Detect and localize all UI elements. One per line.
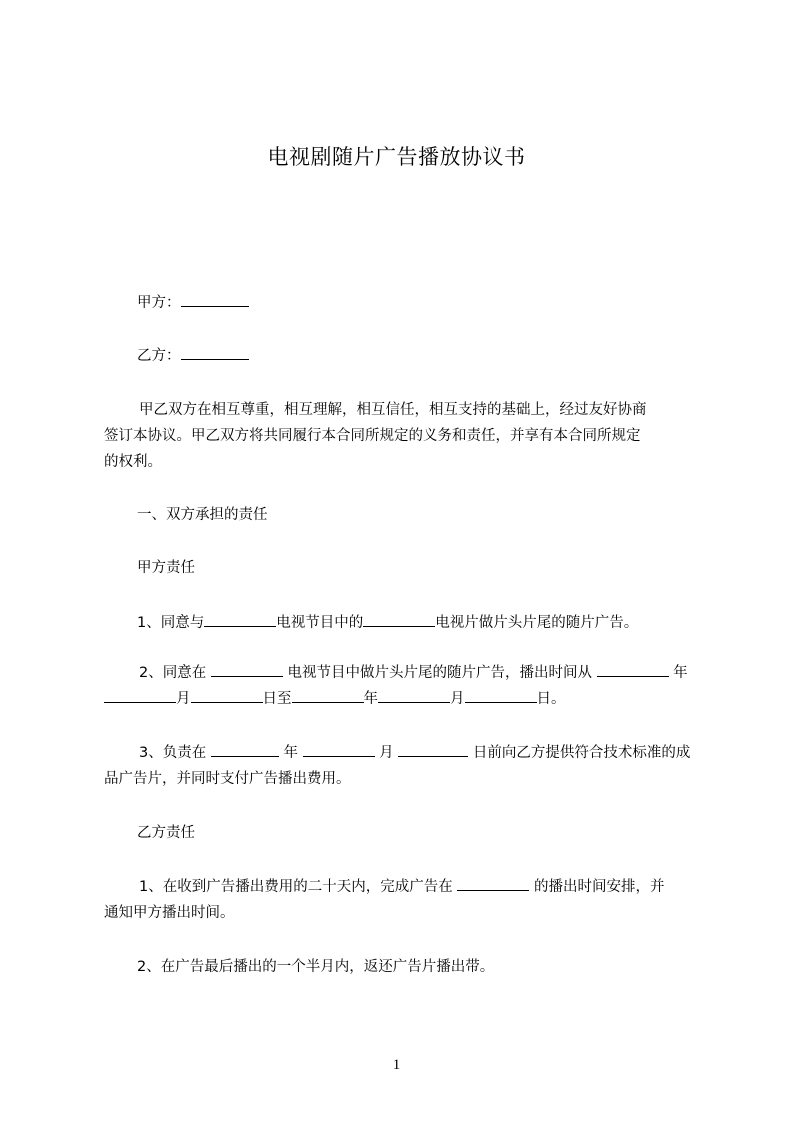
a-item-3-blank-2[interactable] — [303, 741, 375, 757]
party-b-duty-heading: 乙方责任 — [137, 825, 195, 841]
b-item-1-line-2: 通知甲方播出时间。 — [104, 905, 235, 921]
a-item-2-month-2: 月 — [450, 691, 465, 707]
a-item-3-year: 年 — [283, 745, 298, 761]
party-a-label: 甲方： — [137, 295, 181, 311]
b-item-1-prefix: 1、在收到广告播出费用的二十天内，完成广告在 — [139, 879, 453, 895]
a-item-2-blank-1[interactable] — [211, 661, 283, 677]
b-item-2: 2、在广告最后播出的一个半月内，返还广告片播出带。 — [137, 959, 495, 975]
b-item-1 — [104, 874, 700, 926]
a-item-1-suffix: 电视片做片头片尾的随片广告。 — [435, 615, 639, 631]
intro-line-2: 签订本协议。甲乙双方将共同履行本合同所规定的义务和责任，并享有本合同所规定 — [104, 428, 641, 444]
party-a-blank[interactable] — [181, 291, 249, 307]
b-item-1-blank[interactable] — [457, 875, 529, 891]
a-item-2-year: 年 — [673, 665, 688, 681]
a-item-2-blank-5[interactable] — [292, 687, 364, 703]
party-b-blank[interactable] — [181, 344, 249, 360]
intro-line-3: 的权利。 — [104, 454, 162, 470]
a-item-2-middle: 电视节目中做片头片尾的随片广告，播出时间从 — [287, 665, 592, 681]
a-item-2-month: 月 — [176, 691, 191, 707]
a-item-2-blank-3[interactable] — [104, 687, 176, 703]
a-item-3-blank-3[interactable] — [398, 741, 468, 757]
a-item-2-blank-6[interactable] — [378, 687, 450, 703]
party-b-label: 乙方： — [137, 348, 181, 364]
intro-paragraph — [104, 397, 700, 475]
a-item-1-prefix: 1、同意与 — [137, 615, 205, 631]
a-item-3 — [104, 740, 700, 792]
a-item-1-blank-1[interactable] — [204, 611, 276, 627]
a-item-1 — [137, 611, 638, 633]
party-a-duty-heading: 甲方责任 — [137, 560, 195, 576]
b-item-1-suffix: 的播出时间安排，并 — [533, 879, 665, 895]
a-item-3-suffix: 日前向乙方提供符合技术标准的成 — [472, 745, 691, 761]
a-item-3-prefix: 3、负责在 — [139, 745, 207, 761]
a-item-1-middle: 电视节目中的 — [276, 615, 364, 631]
section-1-heading: 一、双方承担的责任 — [137, 507, 268, 523]
party-a-line — [137, 291, 249, 313]
a-item-2-day-end: 日。 — [536, 691, 566, 707]
a-item-3-month: 月 — [379, 745, 394, 761]
a-item-3-line-2: 品广告片，并同时支付广告播出费用。 — [104, 771, 351, 787]
document-title: 电视剧随片广告播放协议书 — [267, 145, 526, 169]
a-item-2-day-to: 日至 — [262, 691, 292, 707]
a-item-2-year-2: 年 — [363, 691, 378, 707]
a-item-3-blank-1[interactable] — [211, 741, 279, 757]
a-item-2-blank-4[interactable] — [191, 687, 263, 703]
a-item-2-blank-7[interactable] — [465, 687, 537, 703]
a-item-2-prefix: 2、同意在 — [139, 665, 207, 681]
a-item-2 — [104, 660, 708, 712]
a-item-1-blank-2[interactable] — [363, 611, 435, 627]
intro-line-1: 甲乙双方在相互尊重，相互理解，相互信任，相互支持的基础上，经过友好协商 — [139, 402, 647, 418]
a-item-2-blank-2[interactable] — [597, 661, 669, 677]
page-number: 1 — [392, 1057, 401, 1073]
party-b-line — [137, 344, 249, 366]
